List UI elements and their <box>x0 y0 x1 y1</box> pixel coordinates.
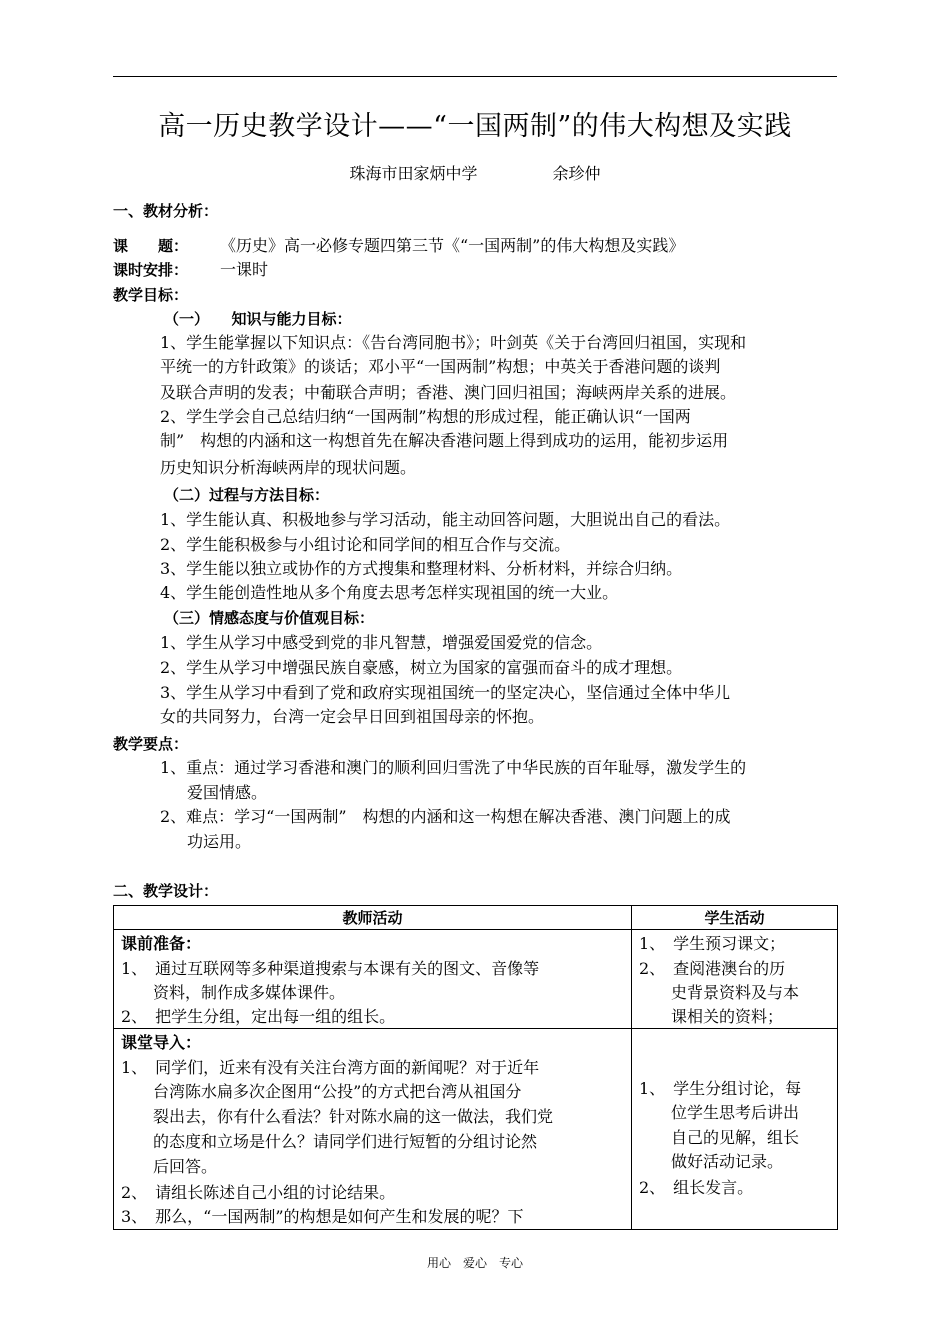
row1-teacher-line: 2、 把学生分组，定出每一组的组长。 <box>121 1007 396 1026</box>
row2-teacher-line: 3、 那么，“一国两制”的构想是如何产生和发展的呢？下 <box>121 1207 524 1226</box>
row2-teacher-line: 2、 请组长陈述自己小组的讨论结果。 <box>121 1183 396 1202</box>
goal2-line: 4、学生能创造性地从多个角度去思考怎样实现祖国的统一大业。 <box>160 583 619 602</box>
row1-student-line: 1、 学生预习课文； <box>639 934 786 953</box>
author-name: 余珍仲 <box>552 164 601 183</box>
row1-teacher-line: 1、 通过互联网等多种渠道搜索与本课有关的图文、音像等 <box>121 959 540 978</box>
row2-teacher-line: 后回答。 <box>153 1157 218 1176</box>
header-rule <box>113 76 837 77</box>
topic-value: 《历史》高一必修专题四第三节《“一国两制”的伟大构想及实践》 <box>220 236 685 255</box>
schedule-line <box>113 258 837 282</box>
row1-teacher-title: 课前准备： <box>121 934 202 953</box>
goal3-line: 1、学生从学习中感受到党的非凡智慧，增强爱国爱党的信念。 <box>160 633 603 652</box>
goals-label: 教学目标： <box>113 286 189 304</box>
table-border-right <box>837 905 838 1230</box>
goal2-heading: （二）过程与方法目标： <box>164 486 330 504</box>
row1-teacher-line: 资料，制作成多媒体课件。 <box>153 983 346 1002</box>
topic-label: 课 题： <box>113 237 189 255</box>
row2-student-line: 自己的见解，组长 <box>671 1128 800 1147</box>
row2-teacher-line: 裂出去，你有什么看法？针对陈水扁的这一做法，我们党 <box>153 1107 554 1126</box>
section1-heading: 一、教材分析： <box>113 202 219 220</box>
row2-teacher-line: 1、 同学们，近来有没有关注台湾方面的新闻呢？对于近年 <box>121 1058 540 1077</box>
goal3-line: 3、学生从学习中看到了党和政府实现祖国统一的坚定决心，坚信通过全体中华儿 <box>160 683 731 702</box>
school-name: 珠海市田家炳中学 <box>349 164 478 183</box>
keypoints-line: 1、重点：通过学习香港和澳门的顺利回归雪洗了中华民族的百年耻辱，激发学生的 <box>160 758 747 777</box>
row1-student-line: 课相关的资料； <box>671 1007 784 1026</box>
schedule-label: 课时安排： <box>113 261 189 279</box>
goal2-line: 2、学生能积极参与小组讨论和同学间的相互合作与交流。 <box>160 535 571 554</box>
row1-student-line: 史背景资料及与本 <box>671 983 800 1002</box>
goal1-line: 1、学生能掌握以下知识点：《告台湾同胞书》；叶剑英《关于台湾回归祖国，实现和 <box>160 333 747 352</box>
table-border-bottom <box>113 1229 838 1230</box>
goal2-line: 1、学生能认真、积极地参与学习活动，能主动回答问题，大胆说出自己的看法。 <box>160 510 731 529</box>
goal3-line: 女的共同努力，台湾一定会早日回到祖国母亲的怀抱。 <box>160 707 545 726</box>
row2-teacher-line: 的态度和立场是什么？请同学们进行短暂的分组讨论然 <box>153 1132 538 1151</box>
schedule-value: 一课时 <box>220 260 269 279</box>
column-header-student: 学生活动 <box>704 909 765 927</box>
keypoints-label: 教学要点： <box>113 735 189 753</box>
page-footer: 用心 爱心 专心 <box>426 1256 523 1270</box>
goal3-line: 2、学生从学习中增强民族自豪感，树立为国家的富强而奋斗的成才理想。 <box>160 658 683 677</box>
row2-student-line: 位学生思考后讲出 <box>671 1103 800 1122</box>
goal1-line: 及联合声明的发表；中葡联合声明；香港、澳门回归祖国；海峡两岸关系的进展。 <box>160 383 737 402</box>
section2-heading: 二、教学设计： <box>113 882 219 900</box>
table-border-left <box>113 905 114 1230</box>
topic-line <box>113 234 837 258</box>
row2-student-line: 2、 组长发言。 <box>639 1178 754 1197</box>
goal1-line: 2、学生学会自己总结归纳“一国两制”构想的形成过程，能正确认识“一国两 <box>160 407 691 426</box>
row2-teacher-title: 课堂导入： <box>121 1033 202 1052</box>
goal1-line: 平统一的方针政策》的谈话；邓小平“一国两制”构想；中英关于香港问题的谈判 <box>160 357 721 376</box>
keypoints-line: 爱国情感。 <box>187 783 268 802</box>
goal3-heading: （三）情感态度与价值观目标： <box>164 609 375 627</box>
column-header-teacher: 教师活动 <box>342 909 403 927</box>
row2-student-line: 做好活动记录。 <box>671 1152 784 1171</box>
keypoints-line: 功运用。 <box>187 832 252 851</box>
goal2-line: 3、学生能以独立或协作的方式搜集和整理材料、分析材料，并综合归纳。 <box>160 559 683 578</box>
row1-student-line: 2、 查阅港澳台的历 <box>639 959 786 978</box>
goal1-line: 历史知识分析海峡两岸的现状问题。 <box>160 458 417 477</box>
goal1-line: 制” 构想的内涵和这一构想首先在解决香港问题上得到成功的运用，能初步运用 <box>160 431 729 450</box>
goal1-heading: （一） 知识与能力目标： <box>164 310 352 328</box>
row2-teacher-line: 台湾陈水扁多次企图用“公投”的方式把台湾从祖国分 <box>153 1082 522 1101</box>
keypoints-line: 2、难点：学习“一国两制” 构想的内涵和这一构想在解决香港、澳门问题上的成 <box>160 807 731 826</box>
author-line <box>0 162 950 186</box>
row2-student-line: 1、 学生分组讨论，每 <box>639 1079 802 1098</box>
document-title: 高一历史教学设计——“一国两制”的伟大构想及实践 <box>158 111 792 142</box>
table-column-divider <box>631 905 632 1230</box>
